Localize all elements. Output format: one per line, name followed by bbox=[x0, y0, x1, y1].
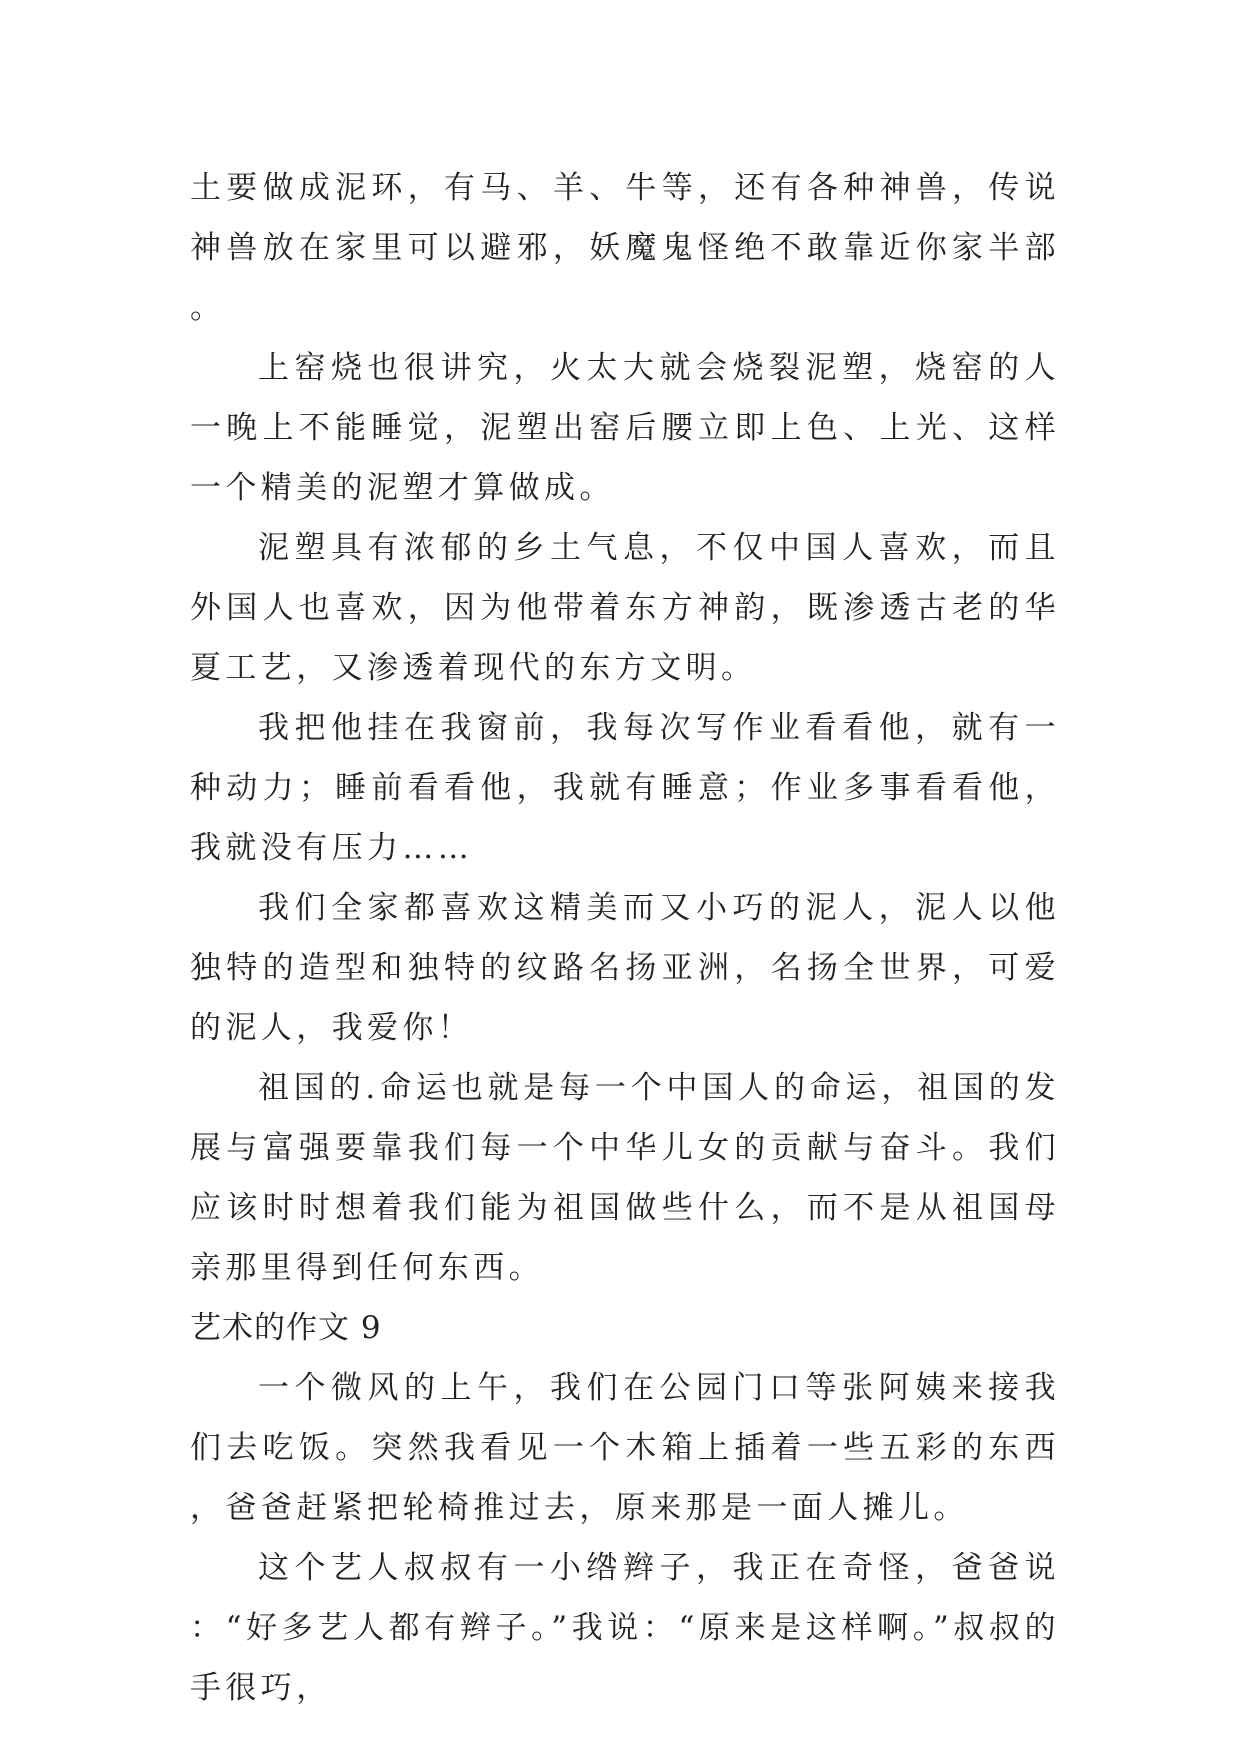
paragraph-3: 泥塑具有浓郁的乡土气息，不仅中国人喜欢，而且外国人也喜欢，因为他带着东方神韵，既渗透古老的华夏工艺，又渗透着现代的东方文明。 bbox=[190, 530, 1060, 686]
paragraph-8: 这个艺人叔叔有一小绺辫子，我正在奇怪，爸爸说：“好多艺人都有辫子。”我说：“原来是这样啊。”叔叔的手很巧， bbox=[190, 1550, 1060, 1706]
paragraph-4: 我把他挂在我窗前，我每次写作业看看他，就有一种动力；睡前看看他，我就有睡意；作业多事看看他，我就没有压力…… bbox=[190, 710, 1060, 866]
document-body bbox=[190, 158, 1060, 1718]
paragraph-1: 土要做成泥环，有马、羊、牛等，还有各种神兽，传说神兽放在家里可以避邪，妖魔鬼怪绝不敢靠近你家半部。 bbox=[190, 170, 1060, 326]
paragraph-5: 我们全家都喜欢这精美而又小巧的泥人，泥人以他独特的造型和独特的纹路名扬亚洲，名扬全世界，可爱的泥人，我爱你！ bbox=[190, 890, 1060, 1046]
paragraph-6: 祖国的.命运也就是每一个中国人的命运，祖国的发展与富强要靠我们每一个中华儿女的贡献与奋斗。我们应该时时想着我们能为祖国做些什么，而不是从祖国母亲那里得到任何东西。 bbox=[190, 1070, 1060, 1286]
paragraph-7: 一个微风的上午，我们在公园门口等张阿姨来接我们去吃饭。突然我看见一个木箱上插着一些五彩的东西，爸爸赶紧把轮椅推过去，原来那是一面人摊儿。 bbox=[190, 1370, 1060, 1526]
paragraph-2: 上窑烧也很讲究，火太大就会烧裂泥塑，烧窑的人一晚上不能睡觉，泥塑出窑后腰立即上色、上光、这样一个精美的泥塑才算做成。 bbox=[190, 350, 1060, 506]
section-heading: 艺术的作文 9 bbox=[190, 1310, 382, 1346]
